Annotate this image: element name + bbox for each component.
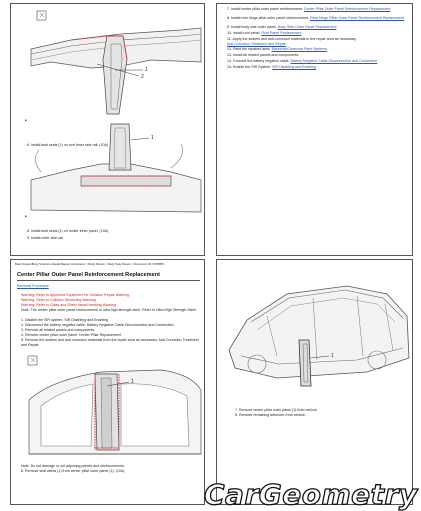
step-15-text: 15. Enable the SIR System. SIR Disabling and Enabling: [227, 65, 316, 69]
step-7-text: 7. Install center pillar outer panel reinforcement. Center Pillar Outer Panel Reinforcement Replacement: [227, 7, 391, 11]
svg-text:▶: ▶: [25, 118, 28, 122]
link-body-side-outer[interactable]: Body Side Outer Panel Replacement: [277, 25, 337, 29]
step-14-text: 14. Connect the battery negative cable. Battery Negative Cable Disconnection and Connection: [227, 59, 378, 63]
warning-1: Warning: Refer to Approved Equipment for Collision Repair Warning.: [21, 293, 130, 297]
link-anti-corrosion[interactable]: Anti-Corrosion Treatment and Repair: [227, 41, 286, 46]
callout-1: 1: [145, 67, 148, 73]
page-title: Center Pillar Outer Panel Reinforcement Replacement: [17, 272, 160, 278]
step-6-text: 6. Install seal seals (1) on roof inner side rail. (10A): [27, 143, 109, 147]
manual-page-4: [216, 259, 413, 505]
step-3-text: 3. Remove all related panels and components.: [21, 328, 96, 332]
breadcrumb: Body Repair/Body Structure Repair/Repair Instructions > Body Panels > Body Side Panels > Document ID: 5378855: [15, 262, 164, 266]
pillar-roof-illustration: [11, 4, 205, 124]
vehicle-body-illustration: [217, 260, 413, 400]
link-paint-systems[interactable]: Basecoat/Clearcoat Paint Systems: [271, 47, 327, 51]
step-9-text: 9. Install body side outer panel. Body Side Outer Panel Replacement: [227, 25, 337, 29]
callout-3: 1: [151, 135, 154, 141]
step-12-text: 12. Paint the repaired area. Basecoat/Clearcoat Paint Systems: [227, 47, 327, 51]
step-1-text: 1. Disable the SIR system. SIR Disabling and Enabling: [21, 318, 109, 322]
callout-2: 2: [141, 74, 144, 80]
link-roof-panel[interactable]: Roof Panel Replacement: [261, 31, 302, 35]
manual-page-1: [10, 3, 205, 256]
step-8-text: 8. Install seal seals (1) on rocker inner panel. (10A): [27, 229, 109, 233]
callout-1: 1: [131, 379, 134, 385]
cargeometry-watermark: CarGeometry: [204, 478, 418, 511]
step-8-text: 8. Remove remaining adhesive from vehicle.: [235, 413, 306, 417]
link-center-pillar[interactable]: Center Pillar Outer Panel Reinforcement Replacement: [303, 7, 391, 11]
note-do-not-damage: Note: Do not damage or cut adjoining panels and reinforcements.: [21, 464, 125, 468]
callout-1: 1: [331, 353, 334, 359]
link-sir[interactable]: SIR Disabling and Enabling: [272, 65, 316, 69]
note-uhss: Note: The center pillar outer panel reinforcement is ultra high strength steel. Refer to Ultra High Strength Steel.: [21, 308, 197, 312]
title-divider: [17, 280, 200, 281]
step-9-text: 9. Install outer side rail.: [27, 236, 64, 240]
manual-page-2: [216, 3, 413, 256]
link-battery-cable[interactable]: Battery Negative Cable Disconnection and Connection: [290, 59, 378, 63]
step-5-text: 5. Remove the sealers and anti-corrosion materials from the repair area as necessary. Anti-Corrosion Treatment and Repair: [21, 338, 199, 347]
step-2-text: 2. Disconnect the battery negative cable. Battery Negative Cable Disconnection and Connection: [21, 323, 174, 327]
warning-2: Warning: Refer to Collision Sectioning Warning.: [21, 298, 97, 302]
step-8-text: 8. Install rear hinge pillar outer panel reinforcement. Rear Hinge Pillar Outer Panel Reinforcement Replacement: [227, 16, 404, 20]
link-rear-hinge-pillar[interactable]: Rear Hinge Pillar Outer Panel Reinforcement Replacement: [310, 16, 404, 20]
manual-page-3: [10, 259, 205, 505]
step-6-text: 6. Remove seal welds (1) from center pillar outer panel (1). (10A): [21, 469, 125, 473]
svg-text:▶: ▶: [25, 214, 28, 218]
step-11-text: 11. Apply the sealers and anti-corrosion materials to the repair area as necessary. Anti-Corrosion Treatment and Repair: [227, 37, 357, 46]
step-7-text: 7. Remove center pillar outer panel (1) from vehicle.: [235, 408, 318, 412]
center-pillar-illustration: [11, 350, 205, 462]
step-10-text: 10. Install roof panel. Roof Panel Replacement: [227, 31, 302, 35]
section-removal-procedure[interactable]: Removal Procedure: [17, 284, 49, 288]
rocker-illustration: [11, 120, 205, 220]
step-13-text: 13. Install all related panels and components.: [227, 53, 300, 57]
warning-3: Warning: Refer to Glass and Sheet Metal Handling Warning.: [21, 303, 117, 307]
step-4-text: 4. Remove center pillar outer panel. Center Pillar Replacement: [21, 333, 121, 337]
